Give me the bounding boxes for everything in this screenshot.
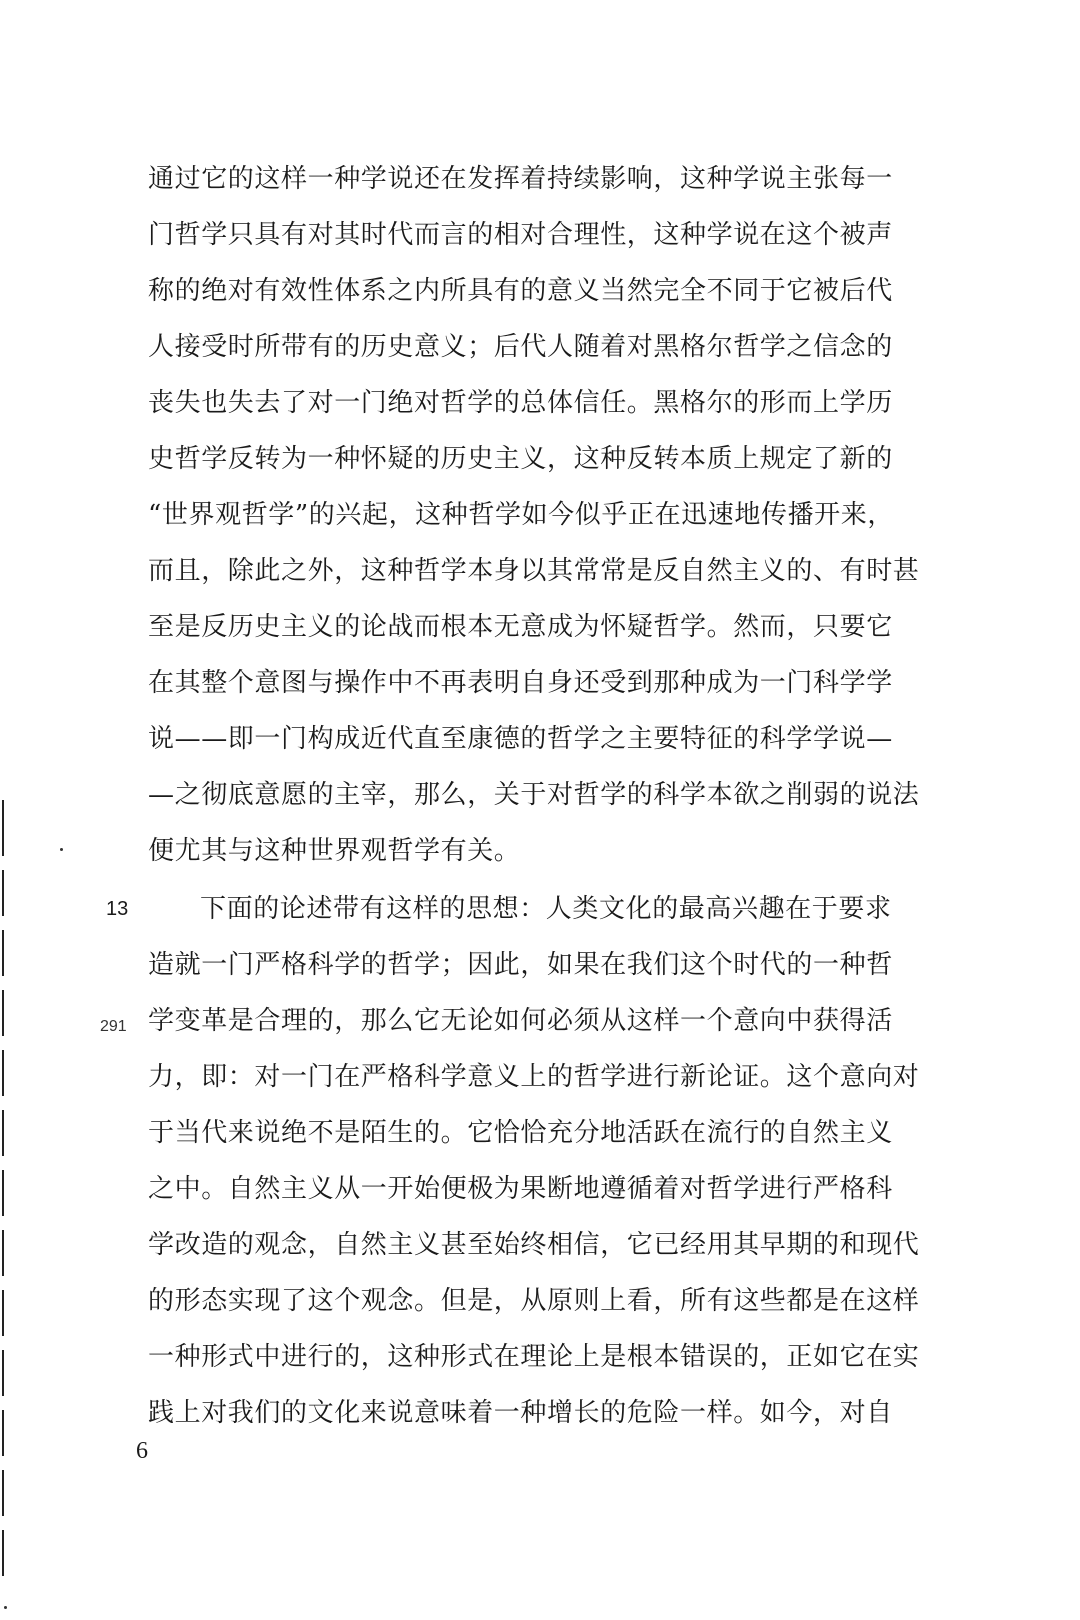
text-line: 下面的论述带有这样的思想：人类文化的最高兴趣在于要求 — [200, 894, 892, 924]
scan-speck — [60, 848, 63, 851]
text-line: 的形态实现了这个观念。但是，从原则上看，所有这些都是在这样 — [148, 1286, 920, 1316]
text-line: 便尤其与这种世界观哲学有关。 — [148, 836, 521, 866]
text-line: 而且，除此之外，这种哲学本身以其常常是反自然主义的、有时甚 — [148, 556, 920, 586]
text-line: “世界观哲学”的兴起，这种哲学如今似乎正在迅速地传播开来， — [148, 500, 894, 530]
scan-edge-mark — [2, 990, 4, 1036]
text-line: 在其整个意图与操作中不再表明自身还受到那种成为一门科学学 — [148, 668, 893, 698]
scan-edge-mark — [2, 1410, 4, 1456]
text-line: 之中。自然主义从一开始便极为果断地遵循着对哲学进行严格科 — [148, 1174, 893, 1204]
text-line: —之彻底意愿的主宰，那么，关于对哲学的科学本欲之削弱的说法 — [148, 780, 920, 810]
text-line: 践上对我们的文化来说意味着一种增长的危险一样。如今，对自 — [148, 1398, 893, 1428]
text-line: 至是反历史主义的论战而根本无意成为怀疑哲学。然而，只要它 — [148, 612, 893, 642]
text-line: 门哲学只具有对其时代而言的相对合理性，这种学说在这个被声 — [148, 220, 893, 250]
scan-edge-mark — [2, 930, 4, 976]
text-line: 于当代来说绝不是陌生的。它恰恰充分地活跃在流行的自然主义 — [148, 1118, 893, 1148]
section-number: 13 — [106, 898, 129, 920]
text-line: 一种形式中进行的，这种形式在理论上是根本错误的，正如它在实 — [148, 1342, 920, 1372]
scan-edge-mark — [2, 1050, 4, 1096]
text-line: 通过它的这样一种学说还在发挥着持续影响，这种学说主张每一 — [148, 164, 893, 194]
text-line: 丧失也失去了对一门绝对哲学的总体信任。黑格尔的形而上学历 — [148, 388, 893, 418]
scan-edge-mark — [2, 1290, 4, 1336]
text-line: 史哲学反转为一种怀疑的历史主义，这种反转本质上规定了新的 — [148, 444, 893, 474]
scan-edge-mark — [2, 1230, 4, 1276]
text-line: 造就一门严格科学的哲学；因此，如果在我们这个时代的一种哲 — [148, 950, 893, 980]
scan-edge-mark — [2, 1350, 4, 1396]
scan-edge-mark — [2, 870, 4, 916]
scan-edge-mark — [2, 1170, 4, 1216]
scan-edge-mark — [2, 800, 4, 856]
scan-edge-mark — [2, 1530, 4, 1576]
text-line: 人接受时所带有的历史意义；后代人随着对黑格尔哲学之信念的 — [148, 332, 893, 362]
scan-edge-mark — [2, 1110, 4, 1156]
page-number: 6 — [136, 1438, 148, 1464]
margin-page-reference: 291 — [100, 1018, 127, 1035]
text-line: 力，即：对一门在严格科学意义上的哲学进行新论证。这个意向对 — [148, 1062, 920, 1092]
scan-speck — [4, 1606, 7, 1609]
text-line: 说——即一门构成近代直至康德的哲学之主要特征的科学学说— — [148, 724, 893, 754]
text-line: 称的绝对有效性体系之内所具有的意义当然完全不同于它被后代 — [148, 276, 893, 306]
text-line: 学变革是合理的，那么它无论如何必须从这样一个意向中获得活 — [148, 1006, 893, 1036]
text-line: 学改造的观念，自然主义甚至始终相信，它已经用其早期的和现代 — [148, 1230, 920, 1260]
scan-edge-mark — [2, 1470, 4, 1516]
